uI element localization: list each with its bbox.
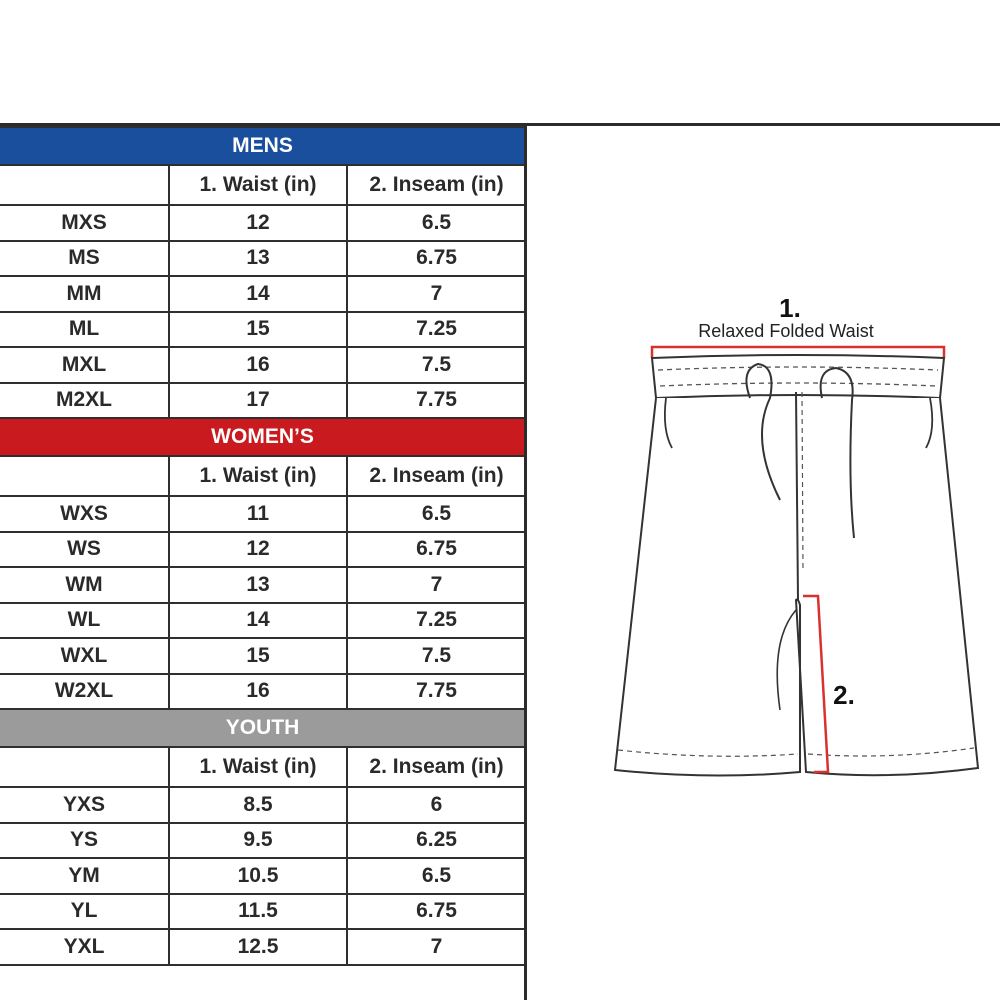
column-header (0, 747, 169, 787)
waist-cell: 15 (169, 638, 347, 674)
table-row (0, 567, 526, 603)
table-row (0, 603, 526, 639)
waist-cell: 12 (169, 205, 347, 241)
size-cell: YXL (0, 929, 169, 965)
waist-cell: 17 (169, 383, 347, 419)
inseam-cell: 6.5 (347, 858, 526, 894)
column-header: 2. Inseam (in) (347, 456, 526, 496)
size-cell: YXS (0, 787, 169, 823)
inseam-cell: 6.5 (347, 496, 526, 532)
section-header-womens (0, 418, 526, 456)
table-row (0, 929, 526, 965)
table-row (0, 638, 526, 674)
inseam-cell: 7.25 (347, 603, 526, 639)
table-row (0, 894, 526, 930)
inseam-cell: 6.5 (347, 205, 526, 241)
size-cell: MS (0, 241, 169, 277)
size-cell: YS (0, 823, 169, 859)
table-row (0, 241, 526, 277)
waist-cell: 12 (169, 532, 347, 568)
waist-cell: 13 (169, 241, 347, 277)
waist-cell: 16 (169, 674, 347, 710)
size-cell: ML (0, 312, 169, 348)
size-cell: M2XL (0, 383, 169, 419)
column-header (0, 165, 169, 205)
table-row (0, 823, 526, 859)
column-header: 2. Inseam (in) (347, 165, 526, 205)
waist-cell: 11.5 (169, 894, 347, 930)
waist-cell: 9.5 (169, 823, 347, 859)
size-cell: YL (0, 894, 169, 930)
size-chart-table (0, 126, 525, 966)
size-cell: MM (0, 276, 169, 312)
section-title: MENS (0, 127, 526, 165)
inseam-cell: 6.75 (347, 894, 526, 930)
table-row (0, 276, 526, 312)
inseam-cell: 7.5 (347, 638, 526, 674)
waist-cell: 15 (169, 312, 347, 348)
column-header (0, 456, 169, 496)
column-header: 2. Inseam (in) (347, 747, 526, 787)
waist-cell: 8.5 (169, 787, 347, 823)
waist-measure-number: 1. (779, 293, 801, 323)
section-title: YOUTH (0, 709, 526, 747)
size-cell: WM (0, 567, 169, 603)
size-cell: W2XL (0, 674, 169, 710)
size-cell: WL (0, 603, 169, 639)
table-row (0, 205, 526, 241)
inseam-measure-number: 2. (833, 680, 855, 710)
inseam-cell: 6.75 (347, 532, 526, 568)
inseam-cell: 7 (347, 567, 526, 603)
inseam-cell: 7 (347, 276, 526, 312)
column-header-row (0, 165, 526, 205)
column-header: 1. Waist (in) (169, 165, 347, 205)
inseam-cell: 7.75 (347, 674, 526, 710)
size-cell: WXS (0, 496, 169, 532)
waist-cell: 12.5 (169, 929, 347, 965)
inseam-cell: 6.75 (347, 241, 526, 277)
shorts-illustration (600, 280, 1000, 800)
waist-cell: 14 (169, 603, 347, 639)
section-header-mens (0, 127, 526, 165)
waist-cell: 14 (169, 276, 347, 312)
inseam-cell: 6.25 (347, 823, 526, 859)
section-title: WOMEN’S (0, 418, 526, 456)
waist-cell: 11 (169, 496, 347, 532)
inseam-cell: 7.25 (347, 312, 526, 348)
waist-measure-label: Relaxed Folded Waist (698, 321, 874, 341)
column-header-row (0, 747, 526, 787)
size-cell: WS (0, 532, 169, 568)
table-row (0, 858, 526, 894)
vertical-divider (524, 126, 527, 1000)
shorts-diagram (600, 280, 1000, 800)
table-row (0, 383, 526, 419)
size-cell: MXS (0, 205, 169, 241)
waist-cell: 16 (169, 347, 347, 383)
size-cell: MXL (0, 347, 169, 383)
size-cell: YM (0, 858, 169, 894)
waist-cell: 10.5 (169, 858, 347, 894)
table-row (0, 312, 526, 348)
table-row (0, 347, 526, 383)
inseam-cell: 7.5 (347, 347, 526, 383)
table-row (0, 532, 526, 568)
waistband-outline (652, 355, 944, 398)
waist-cell: 13 (169, 567, 347, 603)
table-row (0, 674, 526, 710)
column-header: 1. Waist (in) (169, 747, 347, 787)
table-row (0, 496, 526, 532)
column-header-row (0, 456, 526, 496)
section-header-youth (0, 709, 526, 747)
column-header: 1. Waist (in) (169, 456, 347, 496)
table-row (0, 787, 526, 823)
inseam-cell: 7.75 (347, 383, 526, 419)
inseam-cell: 6 (347, 787, 526, 823)
size-cell: WXL (0, 638, 169, 674)
inseam-cell: 7 (347, 929, 526, 965)
